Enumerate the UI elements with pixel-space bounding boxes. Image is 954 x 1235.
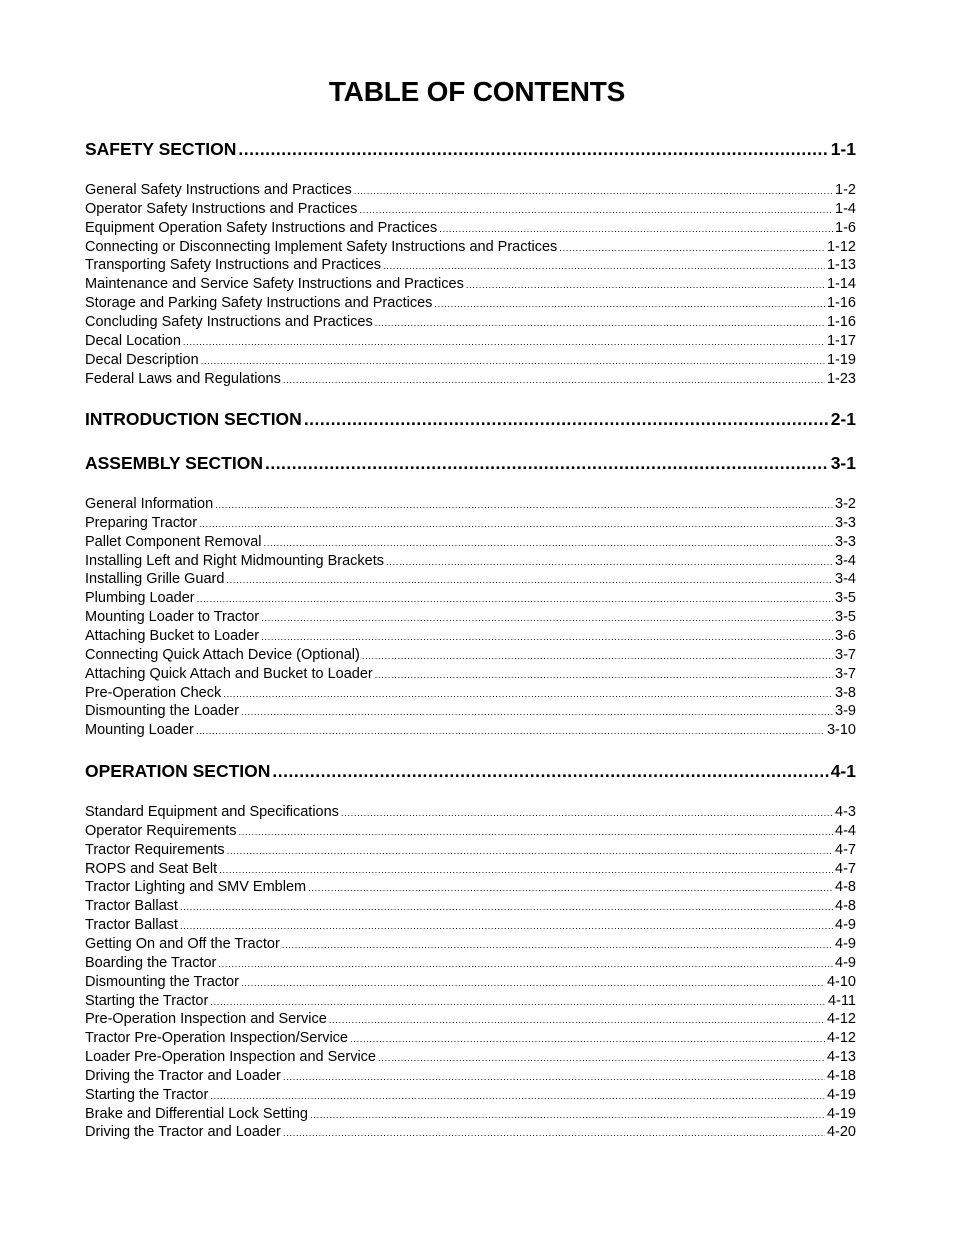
dot-leader [241,975,825,993]
toc-entry-title: Operator Requirements [85,822,237,839]
dot-leader [378,1050,825,1068]
dot-leader [180,899,833,917]
dot-leader [308,880,833,898]
toc-entry-page: 3-5 [835,609,856,626]
dot-leader [227,843,833,861]
toc-entry-page: 4-4 [835,822,856,839]
toc-entry-title: Starting the Tractor [85,1086,209,1103]
toc-entry-page: 1-12 [826,238,856,255]
toc-entry-title: Operator Safety Instructions and Practices [85,200,358,217]
dot-leader [223,686,833,704]
toc-entry-page: 3-2 [835,496,856,512]
toc-entry[interactable] [85,533,856,553]
toc-section-heading[interactable] [85,409,856,429]
toc-entry-title: Dismounting the Loader [85,703,239,720]
toc-entry-title: Tractor Ballast [85,917,178,934]
toc-entry-page: 3-10 [826,722,856,739]
dot-leader [218,956,833,974]
dot-leader [350,1031,825,1049]
toc-entry-page: 3-6 [835,627,856,644]
toc-entry[interactable] [85,313,856,333]
toc-entry-page: 4-7 [835,860,856,877]
toc-entry-title: Attaching Bucket to Loader [85,627,260,644]
toc-entry-title: Installing Left and Right Midmounting Brackets [85,552,385,569]
toc-entry-title: Attaching Quick Attach and Bucket to Loader [85,665,373,682]
toc-section-heading-title: ASSEMBLY SECTION [85,453,263,473]
toc-entry[interactable] [85,803,856,823]
toc-entry-title: General Safety Instructions and Practices [85,182,352,198]
toc-entry[interactable] [85,860,856,880]
toc-entry[interactable] [85,275,856,295]
dot-leader [199,516,833,534]
toc-entry-title: Maintenance and Service Safety Instructions and Practices [85,276,464,293]
toc-entry-page: 3-3 [835,533,856,550]
page-title: TABLE OF CONTENTS [328,76,626,107]
toc-entry[interactable] [85,181,856,201]
toc-entry-page: 1-6 [835,219,856,236]
toc-entry[interactable] [85,684,856,704]
toc-entry[interactable] [85,702,856,722]
dot-leader [261,610,833,628]
dot-leader [310,1107,825,1125]
dot-leader [383,258,825,276]
toc-entry-title: Getting On and Off the Tractor [85,935,280,952]
toc-entry[interactable] [85,294,856,314]
toc-entry-page: 4-18 [826,1067,856,1084]
dot-leader [362,648,833,666]
toc-entry-page: 3-4 [835,571,856,588]
dot-leader [272,761,828,781]
toc-entry[interactable] [85,332,856,352]
toc-entry[interactable] [85,992,856,1012]
toc-entry[interactable] [85,514,856,534]
toc-entry[interactable] [85,897,856,917]
toc-entry[interactable] [85,878,856,898]
toc-section-heading[interactable] [85,761,856,781]
toc-entry-page: 3-7 [835,646,856,663]
toc-entry[interactable] [85,1048,856,1068]
toc-entry-title: Federal Laws and Regulations [85,370,281,387]
dot-leader [261,629,833,647]
toc-entry[interactable] [85,822,856,842]
toc-entry-title: Brake and Differential Lock Setting [85,1105,309,1122]
dot-leader [329,1012,825,1030]
dot-leader [304,409,829,429]
toc-entry-title: Connecting or Disconnecting Implement Safety Instructions and Practices [85,238,558,255]
toc-entry[interactable] [85,200,856,220]
toc-entry-title: Loader Pre-Operation Inspection and Service [85,1049,376,1066]
dot-leader [466,277,825,295]
toc-entry-page: 1-4 [835,200,856,217]
dot-leader [283,1069,825,1087]
dot-leader [201,353,825,371]
toc-entry-page: 4-12 [826,1030,856,1047]
toc-entry-page: 1-14 [826,276,856,293]
dot-leader [559,240,825,258]
toc-entry-title: Decal Location [85,332,181,349]
dot-leader [283,372,825,390]
dot-leader [434,296,825,314]
toc-entry-title: Tractor Requirements [85,841,225,858]
toc-entry[interactable] [85,916,856,936]
toc-entry[interactable] [85,646,856,666]
dot-leader [282,937,833,955]
toc-entry-title: Dismounting the Tractor [85,973,239,990]
toc-entry-title: Starting the Tractor [85,992,209,1009]
toc-entry-title: Concluding Safety Instructions and Practices [85,313,373,330]
toc-entry[interactable] [85,570,856,590]
toc-entry-title: Tractor Lighting and SMV Emblem [85,879,307,896]
toc-entry-page: 4-9 [835,954,856,971]
dot-leader [265,453,829,473]
toc-entry-page: 4-12 [826,1011,856,1028]
dot-leader [283,1125,825,1143]
toc-entry[interactable] [85,665,856,685]
toc-entry-page: 4-19 [826,1105,856,1122]
toc-entry-title: Pre-Operation Check [85,684,222,701]
toc-entry-title: Tractor Ballast [85,898,178,915]
toc-entry[interactable] [85,589,856,609]
toc-section-heading-title: SAFETY SECTION [85,139,237,159]
dot-leader [239,824,834,842]
toc-section-heading[interactable] [85,453,856,473]
toc-entry-page: 3-9 [835,703,856,720]
toc-entry-title: Pallet Component Removal [85,533,262,550]
toc-entry-title: Tractor Pre-Operation Inspection/Service [85,1030,348,1047]
toc-entry[interactable] [85,238,856,258]
dot-leader [359,202,833,220]
toc-entry-title: Boarding the Tractor [85,954,217,971]
toc-entry-title: Mounting Loader [85,722,194,739]
toc-entry[interactable] [85,495,856,515]
toc-entry-title: Pre-Operation Inspection and Service [85,1011,327,1028]
toc-entry-page: 4-10 [826,973,856,990]
dot-leader [341,805,833,823]
dot-leader [180,918,833,936]
toc-entry-page: 4-19 [826,1086,856,1103]
toc-entry-title: Transporting Safety Instructions and Practices [85,257,382,274]
toc-entry-title: Equipment Operation Safety Instructions and Practices [85,219,438,236]
toc-entry[interactable] [85,841,856,861]
toc-entry[interactable] [85,1067,856,1087]
toc-entry[interactable] [85,935,856,955]
toc-entry-title: Standard Equipment and Specifications [85,804,339,820]
toc-entry-page: 3-3 [835,514,856,531]
toc-entry-title: Decal Description [85,351,199,368]
toc-entry-page: 1-17 [826,332,856,349]
toc-entry-title: Installing Grille Guard [85,571,225,588]
toc-entry[interactable] [85,627,856,647]
dot-leader [241,704,833,722]
toc-entry-page: 1-16 [826,313,856,330]
toc-entry[interactable] [85,1010,856,1030]
toc-entry-page: 4-8 [835,879,856,896]
toc-entry-title: Storage and Parking Safety Instructions and Practices [85,295,433,312]
toc-entry-title: Mounting Loader to Tractor [85,609,260,626]
toc-section-heading-title: OPERATION SECTION [85,761,271,781]
toc-entry-title: Connecting Quick Attach Device (Optional) [85,646,360,663]
toc-entry[interactable] [85,608,856,628]
toc-entry-page: 4-9 [835,917,856,934]
dot-leader [354,183,833,201]
toc-entry-page: 4-7 [835,841,856,858]
toc-entry-page: 1-16 [826,295,856,312]
dot-leader [375,667,833,685]
toc-section-heading-page: 1-1 [830,139,856,159]
toc-entry-page: 4-11 [828,992,856,1009]
toc-entry-title: Preparing Tractor [85,514,198,531]
toc-entry[interactable] [85,1105,856,1125]
toc-section-heading[interactable] [85,139,856,159]
toc-entry[interactable] [85,721,856,741]
toc-section-heading-page: 3-1 [830,453,856,473]
toc-entry-page: 4-9 [835,935,856,952]
toc-entry-page: 3-8 [835,684,856,701]
dot-leader [210,1088,825,1106]
dot-leader [219,862,833,880]
dot-leader [210,994,826,1012]
toc-section-heading-page: 4-1 [830,761,856,781]
dot-leader [439,221,833,239]
toc-entry[interactable] [85,219,856,239]
toc-entry-title: ROPS and Seat Belt [85,860,218,877]
toc-entry-title: General Information [85,496,214,512]
toc-entry[interactable] [85,973,856,993]
toc-entry-page: 3-7 [835,665,856,682]
dot-leader [386,554,833,572]
toc-entry-title: Plumbing Loader [85,590,195,607]
toc-section-heading-page: 2-1 [830,409,856,429]
toc-entry-page: 4-3 [835,804,856,820]
toc-entry-page: 3-5 [835,590,856,607]
toc-section-heading-title: INTRODUCTION SECTION [85,409,302,429]
toc-entry[interactable] [85,1029,856,1049]
toc-entry-page: 3-4 [835,552,856,569]
toc-entry[interactable] [85,552,856,572]
toc-entry-page: 4-20 [826,1124,856,1141]
toc-entry[interactable] [85,1123,856,1143]
dot-leader [375,315,825,333]
dot-leader [183,334,825,352]
dot-leader [226,572,833,590]
dot-leader [196,723,825,741]
toc-entry[interactable] [85,954,856,974]
toc-entry-page: 1-23 [826,370,856,387]
toc-entry-title: Driving the Tractor and Loader [85,1067,281,1084]
toc-entry-page: 4-8 [835,898,856,915]
dot-leader [215,497,833,515]
toc-entry-page: 1-13 [826,257,856,274]
toc-entry-title: Driving the Tractor and Loader [85,1124,281,1141]
toc-entry[interactable] [85,351,856,371]
toc-entry[interactable] [85,1086,856,1106]
dot-leader [238,139,828,159]
toc-entry-page: 1-19 [826,351,856,368]
toc-entry-page: 4-13 [826,1049,856,1066]
dot-leader [197,591,833,609]
toc-entry[interactable] [85,256,856,276]
toc-entry-page: 1-2 [835,182,856,198]
dot-leader [264,535,834,553]
toc-entry[interactable] [85,370,856,390]
